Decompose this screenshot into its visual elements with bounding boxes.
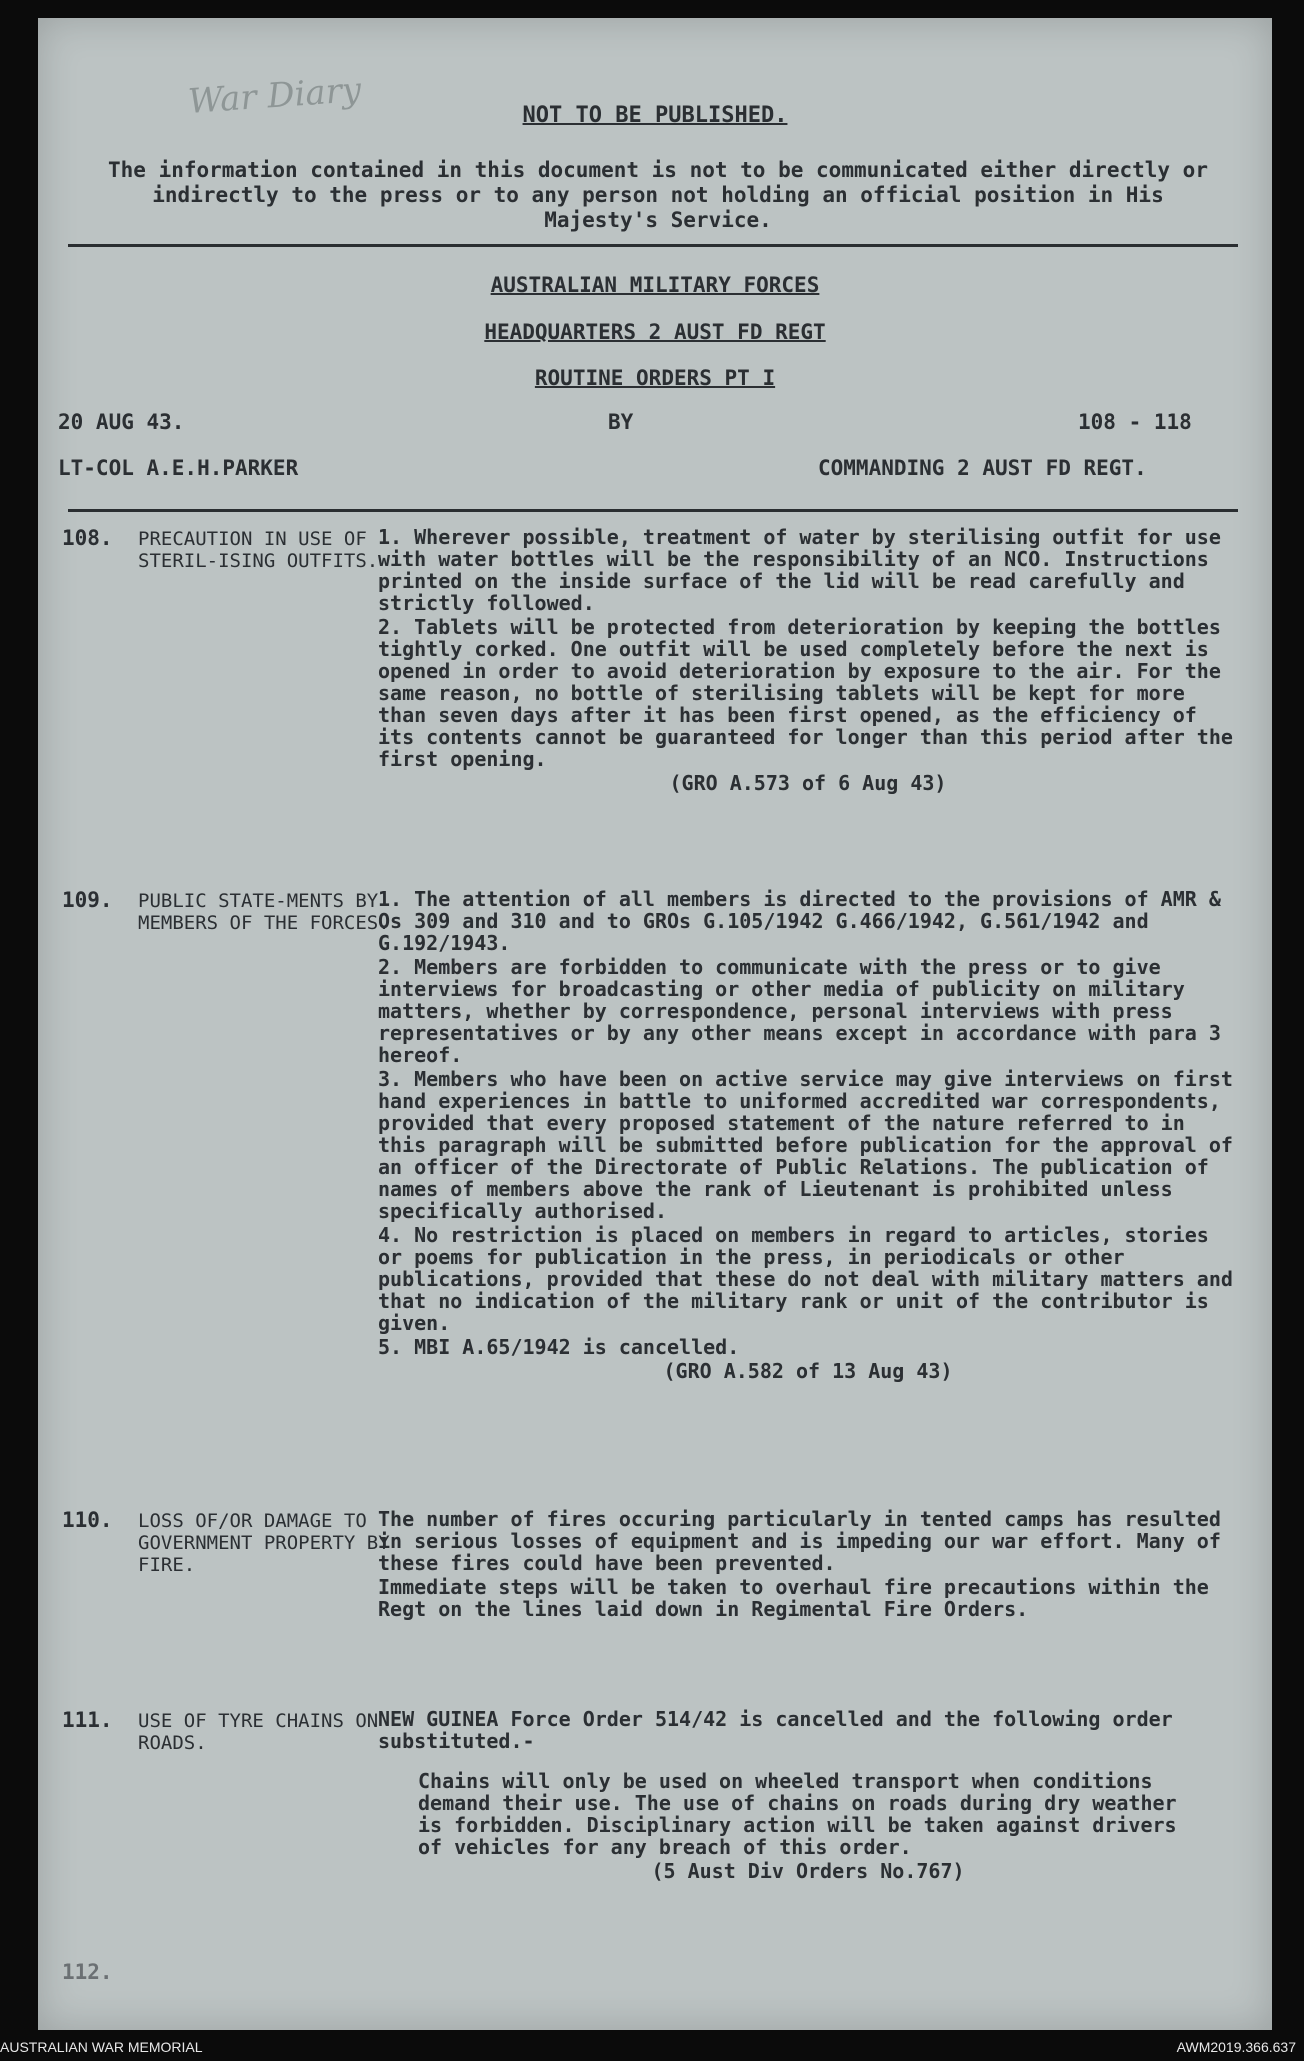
- item-paragraph: Immediate steps will be taken to overhaul fire precautions within the Regt on the lines laid down in Regimental Fire Orders.: [378, 1575, 1209, 1621]
- item-reference: (GRO A.573 of 6 Aug 43): [669, 771, 947, 795]
- item-heading: USE OF TYRE CHAINS ON ROADS.: [138, 1710, 379, 1754]
- order-date: 20 AUG 43.: [58, 410, 185, 434]
- item-paragraph: 3. Members who have been on active service may give interviews on first hand experiences in battle to uniformed accredited war correspondents, provided that every proposed statement of the nature referred to in this paragraph will be submitted before publication for the approval of an officer of the Directorate of Public Relations. The publication of names of members above the rank of Lieutenant is prohibited unless specifically authorised.: [378, 1067, 1233, 1223]
- item-number: 108.: [62, 526, 113, 550]
- classification-heading: NOT TO BE PUBLISHED.: [522, 103, 788, 128]
- item-paragraph: 1. The attention of all members is directed to the provisions of AMR & Os 309 and 310 and to GROs G.105/1942 G.466/1942, G.561/1942 and G.192/1943.: [378, 887, 1221, 955]
- item-reference: (5 Aust Div Orders No.767): [651, 1859, 965, 1883]
- item-paragraph: The number of fires occuring particularly in tented camps has resulted in serious losses of equipment and is impeding our war effort. Many of these fires could have been prevented.: [378, 1507, 1221, 1575]
- command-title: COMMANDING 2 AUST FD REGT.: [818, 456, 1147, 480]
- org-heading: AUSTRALIAN MILITARY FORCES: [490, 273, 820, 297]
- item-heading: LOSS OF/OR DAMAGE TO GOVERNMENT PROPERTY BY FIRE.: [138, 1510, 390, 1576]
- handwritten-annotation: War Diary: [186, 70, 363, 122]
- item-number: 110.: [62, 1508, 113, 1532]
- item-body: [378, 1708, 1238, 1882]
- item-paragraph: 2. Tablets will be protected from deterioration by keeping the bottles tightly corked. One outfit will be used completely before the next is opened in order to avoid deterioration by exposure to the air. For the same reason, no bottle of sterilising tablets will be kept for more than seven days after it has been first opened, as the efficiency of its contents cannot be guaranteed for longer than this period after the first opening.: [378, 615, 1233, 771]
- commanding-officer: LT-COL A.E.H.PARKER: [58, 456, 299, 480]
- item-reference: (GRO A.582 of 13 Aug 43): [663, 1359, 953, 1383]
- next-item-number: 112.: [62, 1960, 113, 1984]
- by-label: BY: [608, 410, 634, 434]
- item-body: [378, 1508, 1238, 1622]
- item-number: 109.: [62, 888, 113, 912]
- item-body: [378, 888, 1238, 1382]
- item-paragraph: 4. No restriction is placed on members in regard to articles, stories or poems for publication in the press, in periodicals or other publications, provided that these do not deal with military matters and that no indication of the military rank or unit of the contributor is given.: [378, 1223, 1233, 1335]
- item-paragraph: 5. MBI A.65/1942 is cancelled.: [378, 1335, 740, 1359]
- hq-heading: HEADQUARTERS 2 AUST FD REGT: [484, 320, 826, 344]
- item-paragraph: 1. Wherever possible, treatment of water by sterilising outfit for use with water bottles will be the responsibility of an NCO. Instructions printed on the inside surface of the lid will be read carefully and strictly followed.: [378, 525, 1221, 615]
- item-number: 111.: [62, 1708, 113, 1732]
- confidentiality-notice: The information contained in this document is not to be communicated either directly or indirectly to the press or to any person not holding an official position in His Majesty's Service.: [108, 158, 1208, 232]
- document-page: [38, 18, 1272, 2030]
- item-heading: PRECAUTION IN USE OF STERIL-ISING OUTFITS.: [138, 528, 379, 572]
- item-heading: PUBLIC STATE-MENTS BY MEMBERS OF THE FORCES.: [138, 890, 390, 934]
- item-body: [378, 526, 1238, 794]
- orders-title: ROUTINE ORDERS PT I: [534, 366, 776, 390]
- item-paragraph: NEW GUINEA Force Order 514/42 is cancelled and the following order substituted.-: [378, 1707, 1173, 1753]
- item-paragraph: 2. Members are forbidden to communicate with the press or to give interviews for broadcasting or other media of publicity on military matters, whether by correspondence, personal interviews with press representatives or by any other means except in accordance with para 3 hereof.: [378, 955, 1221, 1067]
- order-range: 108 - 118: [1078, 410, 1192, 434]
- quoted-order: Chains will only be used on wheeled transport when conditions demand their use. The use of chains on roads during dry weather is forbidden. Disciplinary action will be taken against drivers of vehicles for any breach of this order.: [418, 1769, 1177, 1859]
- divider: [68, 244, 1238, 247]
- institution-label: AUSTRALIAN WAR MEMORIAL: [0, 2039, 203, 2055]
- divider: [68, 509, 1238, 512]
- accession-number: AWM2019.366.637: [1176, 2039, 1296, 2055]
